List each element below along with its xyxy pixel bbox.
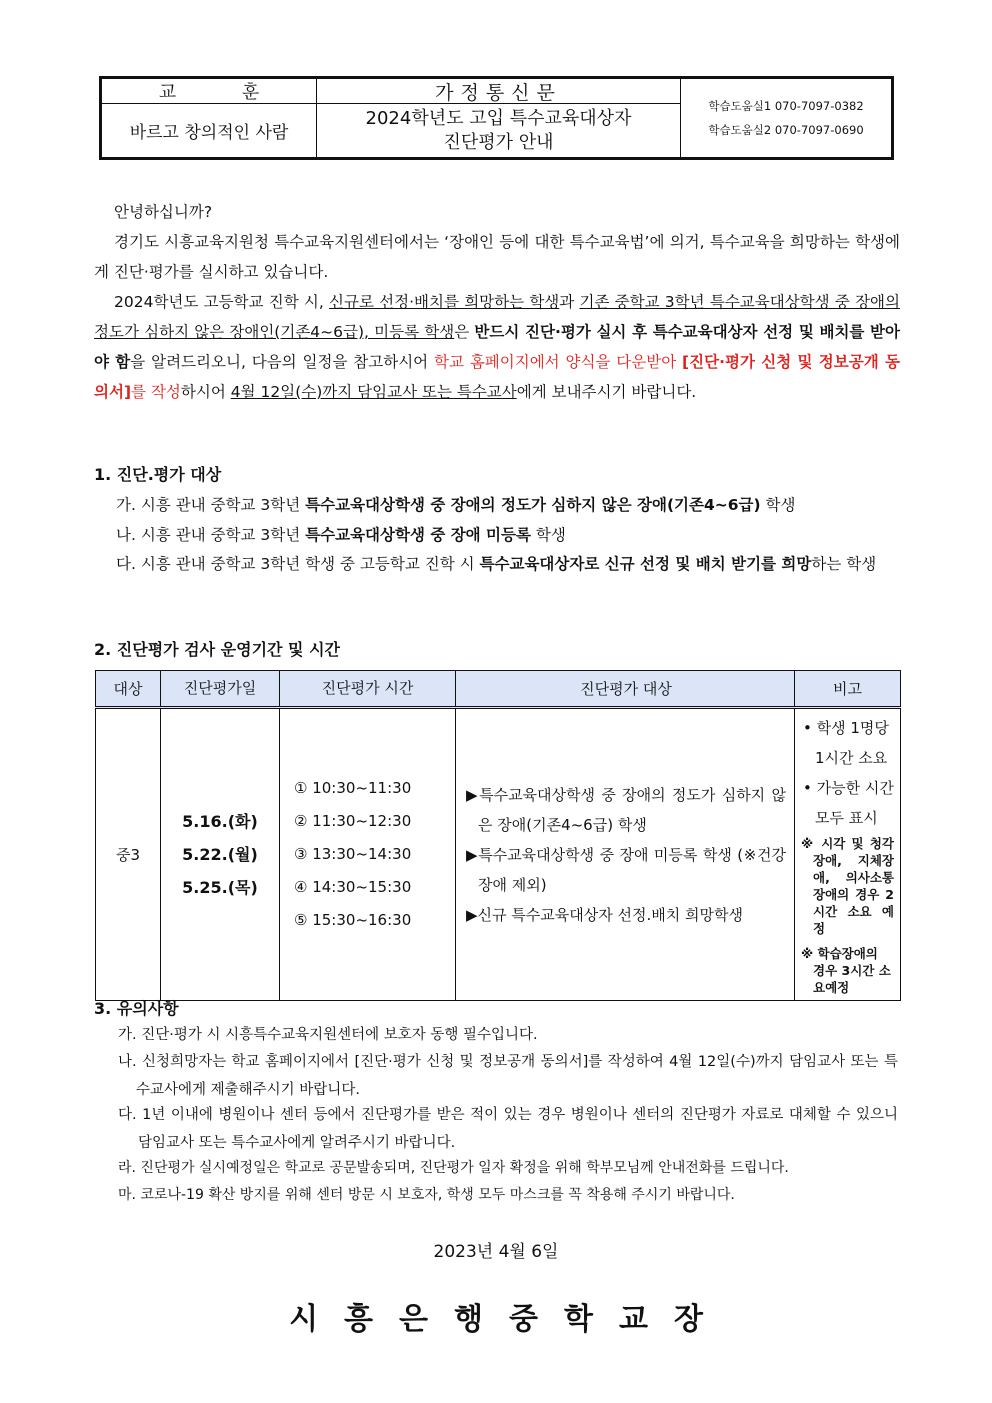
target-item: ▶특수교육대상학생 중 장애의 정도가 심하지 않은 장애(기존4~6급) 학생 bbox=[466, 785, 786, 834]
item-suffix: 학생 bbox=[530, 526, 566, 544]
item-prefix: 나. 시흥 관내 중학교 3학년 bbox=[116, 526, 306, 544]
section1-item-na bbox=[116, 520, 900, 550]
notice-item: 다. 1년 이내에 병원이나 센터 등에서 진단평가를 받은 적이 있는 경우 병원이나 센터의 진단평가 자료로 대체할 수 있으니 담임교사 또는 특수교사에게 알려주시기 바랍니다. bbox=[118, 1107, 898, 1151]
time-cell bbox=[280, 708, 456, 1001]
table-row bbox=[96, 708, 901, 1001]
p2-l: 하시어 bbox=[180, 383, 231, 401]
date-cell bbox=[161, 708, 280, 1001]
document-title bbox=[317, 104, 681, 157]
notice-item: 마. 코로나-19 확산 방지를 위해 센터 방문 시 보호자, 학생 모두 마스크를 꼭 착용해 주시기 바랍니다. bbox=[118, 1187, 735, 1203]
section3-title: 3. 유의사항 bbox=[94, 999, 179, 1018]
section1-item-da bbox=[116, 549, 898, 579]
notice-item: 가. 진단·평가 시 시흥특수교육지원센터에 보호자 동행 필수입니다. bbox=[118, 1027, 538, 1043]
p2-d: 기존 중학교 3학년 특수교육대상학생 중 장애의 정도가 심하지 않은 장애인(기존4~6급), 미등록 학생 bbox=[94, 293, 900, 341]
title-line-1: 2024학년도 고입 특수교육대상자 bbox=[365, 107, 632, 129]
p2-c: 과 bbox=[559, 293, 580, 311]
section2-title: 2. 진단평가 검사 운영기간 및 시간 bbox=[94, 640, 340, 659]
target-item: ▶신규 특수교육대상자 선정.배치 희망학생 bbox=[466, 905, 743, 924]
target-item: ▶특수교육대상학생 중 장애 미등록 학생 (※건강장애 제외) bbox=[466, 845, 786, 894]
col-header: 비고 bbox=[795, 671, 901, 708]
intro-paragraph-1: 경기도 시흥교육지원청 특수교육지원센터에서는 ‘장애인 등에 대한 특수교육법’에 의거, 특수교육을 희망하는 학생에게 진단·평가를 실시하고 있습니다. bbox=[94, 233, 900, 281]
header-table bbox=[99, 76, 894, 160]
item-bold: 특수교육대상학생 중 장애 미등록 bbox=[305, 526, 531, 544]
motto-label: 교 훈 bbox=[102, 79, 317, 104]
note-small: ※ 학습장애의 경우 3시간 소요예정 bbox=[801, 946, 891, 995]
col-header: 진단평가일 bbox=[161, 671, 280, 708]
date-item: 5.16.(화) bbox=[182, 812, 258, 831]
col-header: 대상 bbox=[96, 671, 161, 708]
schedule-table bbox=[95, 670, 901, 1001]
p2-n: 에게 보내주시기 바랍니다. bbox=[516, 383, 697, 401]
notes-cell bbox=[795, 708, 901, 1001]
school-motto: 바르고 창의적인 사람 bbox=[102, 104, 317, 157]
principal-signature: 시흥은행중학교장 bbox=[289, 1302, 729, 1337]
p2-a: 2024학년도 고등학교 진학 시, bbox=[114, 293, 330, 311]
p2-i: [진단·평가 신청 및 정보공개 동의서] bbox=[94, 353, 901, 401]
col-header: 진단평가 대상 bbox=[456, 671, 795, 708]
section1-item-ga bbox=[116, 490, 900, 520]
notice-item: 라. 진단평가 실시예정일은 학교로 공문발송되며, 진단평가 일자 확정을 위해 학부모님께 안내전화를 드립니다. bbox=[118, 1160, 789, 1176]
time-slot: ④ 14:30~15:30 bbox=[294, 878, 412, 896]
p2-b: 신규로 선정·배치를 희망하는 학생 bbox=[329, 293, 560, 311]
note-small: ※ 시각 및 청각장애, 지체장애, 의사소통장애의 경우 2시간 소요 예정 bbox=[801, 836, 894, 936]
section1-title: 1. 진단.평가 대상 bbox=[94, 465, 222, 484]
time-slot: ⑤ 15:30~16:30 bbox=[294, 911, 412, 929]
contact-info bbox=[681, 79, 891, 157]
col-header: 진단평가 시간 bbox=[280, 671, 456, 708]
date-item: 5.22.(월) bbox=[182, 845, 258, 864]
item-prefix: 다. 시흥 관내 중학교 3학년 학생 중 고등학교 진학 시 bbox=[116, 555, 480, 573]
contact-2: 학습도움실2 070-7097-0690 bbox=[708, 123, 864, 137]
p2-k: 작성 bbox=[150, 383, 181, 401]
item-bold: 특수교육대상학생 중 장애의 정도가 심하지 않은 장애(기존4~6급) bbox=[305, 496, 761, 514]
greeting-text: 안녕하십니까? bbox=[114, 203, 213, 221]
date-item: 5.25.(목) bbox=[182, 878, 258, 897]
p2-f: 반드시 진단·평가 실시 후 특수교육대상자 선정 및 배치를 받아야 함 bbox=[94, 323, 901, 371]
notice-item: 나. 신청희망자는 학교 홈페이지에서 [진단·평가 신청 및 정보공개 동의서]를 작성하여 4월 12일(수)까지 담임교사 또는 특수교사에게 제출해주시기 바랍니다. bbox=[118, 1054, 898, 1098]
target-grade: 중3 bbox=[96, 708, 161, 1001]
p2-e: 은 bbox=[454, 323, 475, 341]
item-bold: 특수교육대상자로 신규 선정 및 배치 받기를 희망 bbox=[479, 555, 812, 573]
p2-m: 4월 12일(수)까지 담임교사 또는 특수교사 bbox=[230, 383, 517, 401]
p2-h: 학교 홈페이지에서 양식을 다운받아 bbox=[434, 353, 683, 371]
time-slot: ① 10:30~11:30 bbox=[294, 779, 412, 797]
item-suffix: 학생 bbox=[760, 496, 796, 514]
note-item: • 학생 1명당 1시간 소요 bbox=[803, 719, 889, 767]
contact-1: 학습도움실1 070-7097-0382 bbox=[708, 99, 864, 113]
title-line-2: 진단평가 안내 bbox=[443, 131, 554, 153]
newsletter-label: 가정통신문 bbox=[317, 79, 681, 104]
time-slot: ③ 13:30~14:30 bbox=[294, 845, 412, 863]
time-slot: ② 11:30~12:30 bbox=[294, 812, 412, 830]
target-cell bbox=[456, 708, 795, 1001]
intro-paragraph-2 bbox=[94, 287, 900, 407]
note-item: • 가능한 시간 모두 표시 bbox=[803, 779, 894, 827]
table-header-row bbox=[96, 671, 901, 708]
item-prefix: 가. 시흥 관내 중학교 3학년 bbox=[116, 496, 306, 514]
p2-g: 을 알려드리오니, 다음의 일정을 참고하시어 bbox=[130, 353, 435, 371]
greeting bbox=[94, 197, 900, 227]
issue-date: 2023년 4월 6일 bbox=[433, 1242, 559, 1262]
item-suffix: 하는 학생 bbox=[811, 555, 877, 573]
p2-j: 를 bbox=[131, 383, 151, 401]
